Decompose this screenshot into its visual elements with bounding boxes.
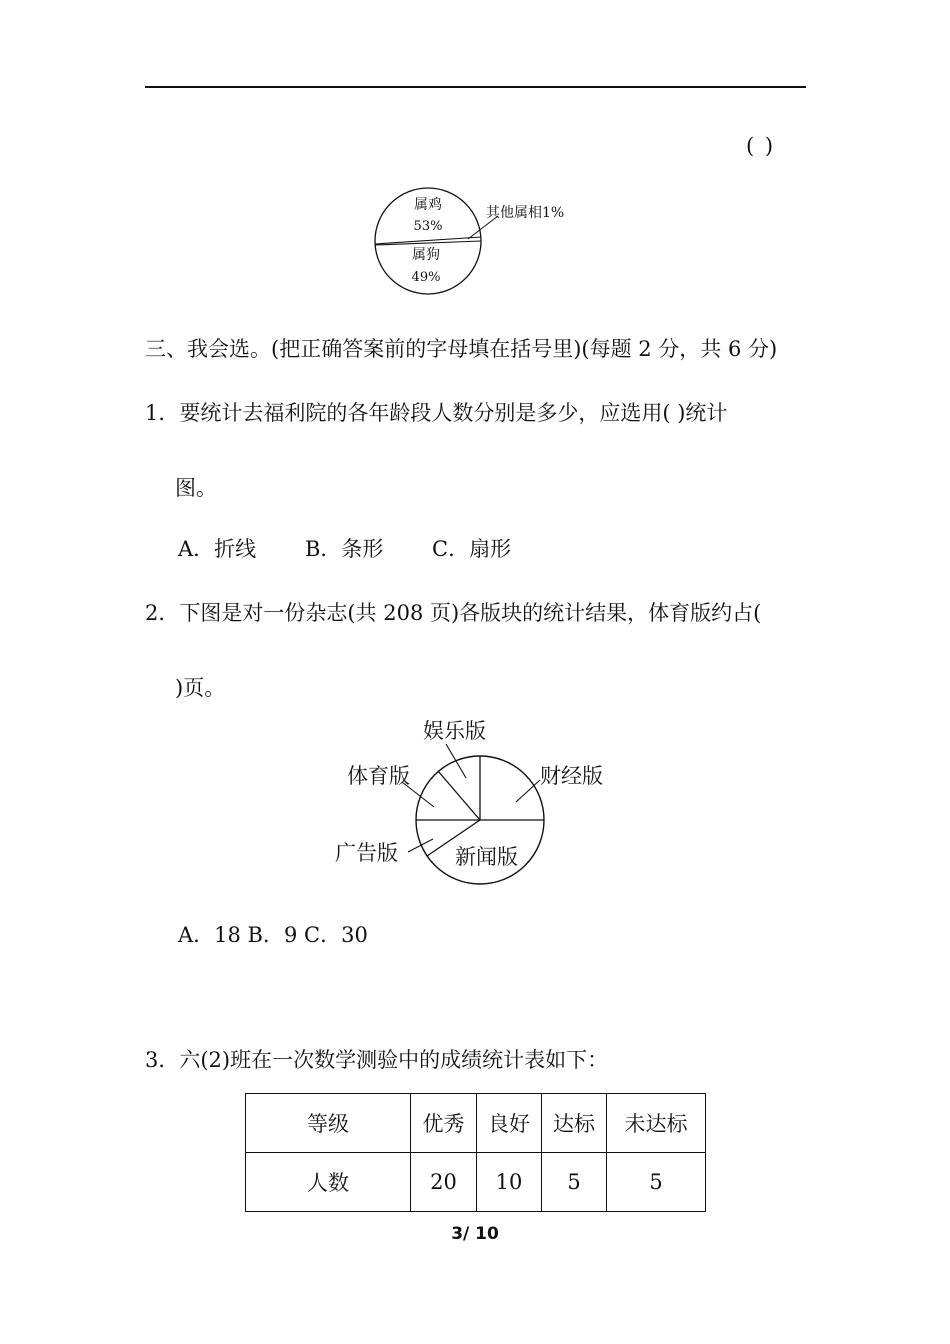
top-rule xyxy=(145,86,806,88)
label-news: 新闻版 xyxy=(455,845,518,869)
pct-dog: 49% xyxy=(411,270,441,285)
q1-text-cont: 图。 xyxy=(175,476,217,500)
table-header-row xyxy=(246,1094,706,1153)
q1-text: 1．要统计去福利院的各年龄段人数分别是多少，应选用( )统计 xyxy=(145,401,728,425)
q1-option-a: A．折线 xyxy=(178,537,257,561)
page-number: 3/ 10 xyxy=(451,1224,499,1244)
table-row xyxy=(246,1153,706,1212)
label-ads: 广告版 xyxy=(335,841,398,865)
q2-options: A．18 B．9 C．30 xyxy=(178,923,368,947)
header-cell-grade: 等级 xyxy=(246,1094,411,1153)
header-cell-excellent: 优秀 xyxy=(411,1094,477,1153)
header-cell-pass: 达标 xyxy=(542,1094,607,1153)
callout-other: 其他属相1% xyxy=(486,205,565,221)
row-cell-good: 10 xyxy=(477,1153,542,1212)
row-cell-fail: 5 xyxy=(607,1153,706,1212)
label-sports: 体育版 xyxy=(347,764,410,788)
label-dog: 属狗 xyxy=(412,247,440,263)
q1-option-c: C．扇形 xyxy=(432,537,512,561)
row-cell-pass: 5 xyxy=(542,1153,607,1212)
q2-text-cont: )页。 xyxy=(175,676,226,700)
pct-rooster: 53% xyxy=(413,219,443,234)
pie-chart-zodiac xyxy=(370,185,590,297)
label-rooster: 属鸡 xyxy=(414,197,442,213)
q3-text: 3．六(2)班在一次数学测验中的成绩统计表如下： xyxy=(145,1048,609,1072)
grades-table xyxy=(245,1093,706,1212)
slice-line-upper-left xyxy=(438,771,480,820)
q1-option-b: B．条形 xyxy=(305,537,384,561)
leader-ads xyxy=(408,839,433,852)
pie-chart-magazine xyxy=(330,712,620,892)
label-finance: 财经版 xyxy=(540,764,603,788)
header-cell-good: 良好 xyxy=(477,1094,542,1153)
header-cell-fail: 未达标 xyxy=(607,1094,706,1153)
row-cell-count-label: 人数 xyxy=(246,1153,411,1212)
leader-ent xyxy=(446,744,466,778)
label-entertainment: 娱乐版 xyxy=(423,719,486,743)
row-cell-excellent: 20 xyxy=(411,1153,477,1212)
q2-text: 2．下图是对一份杂志(共 208 页)各版块的统计结果，体育版约占( xyxy=(145,601,762,625)
answer-parentheses: ( ) xyxy=(746,134,776,158)
section-heading: 三、我会选。(把正确答案前的字母填在括号里)(每题 2 分，共 6 分) xyxy=(145,337,778,361)
